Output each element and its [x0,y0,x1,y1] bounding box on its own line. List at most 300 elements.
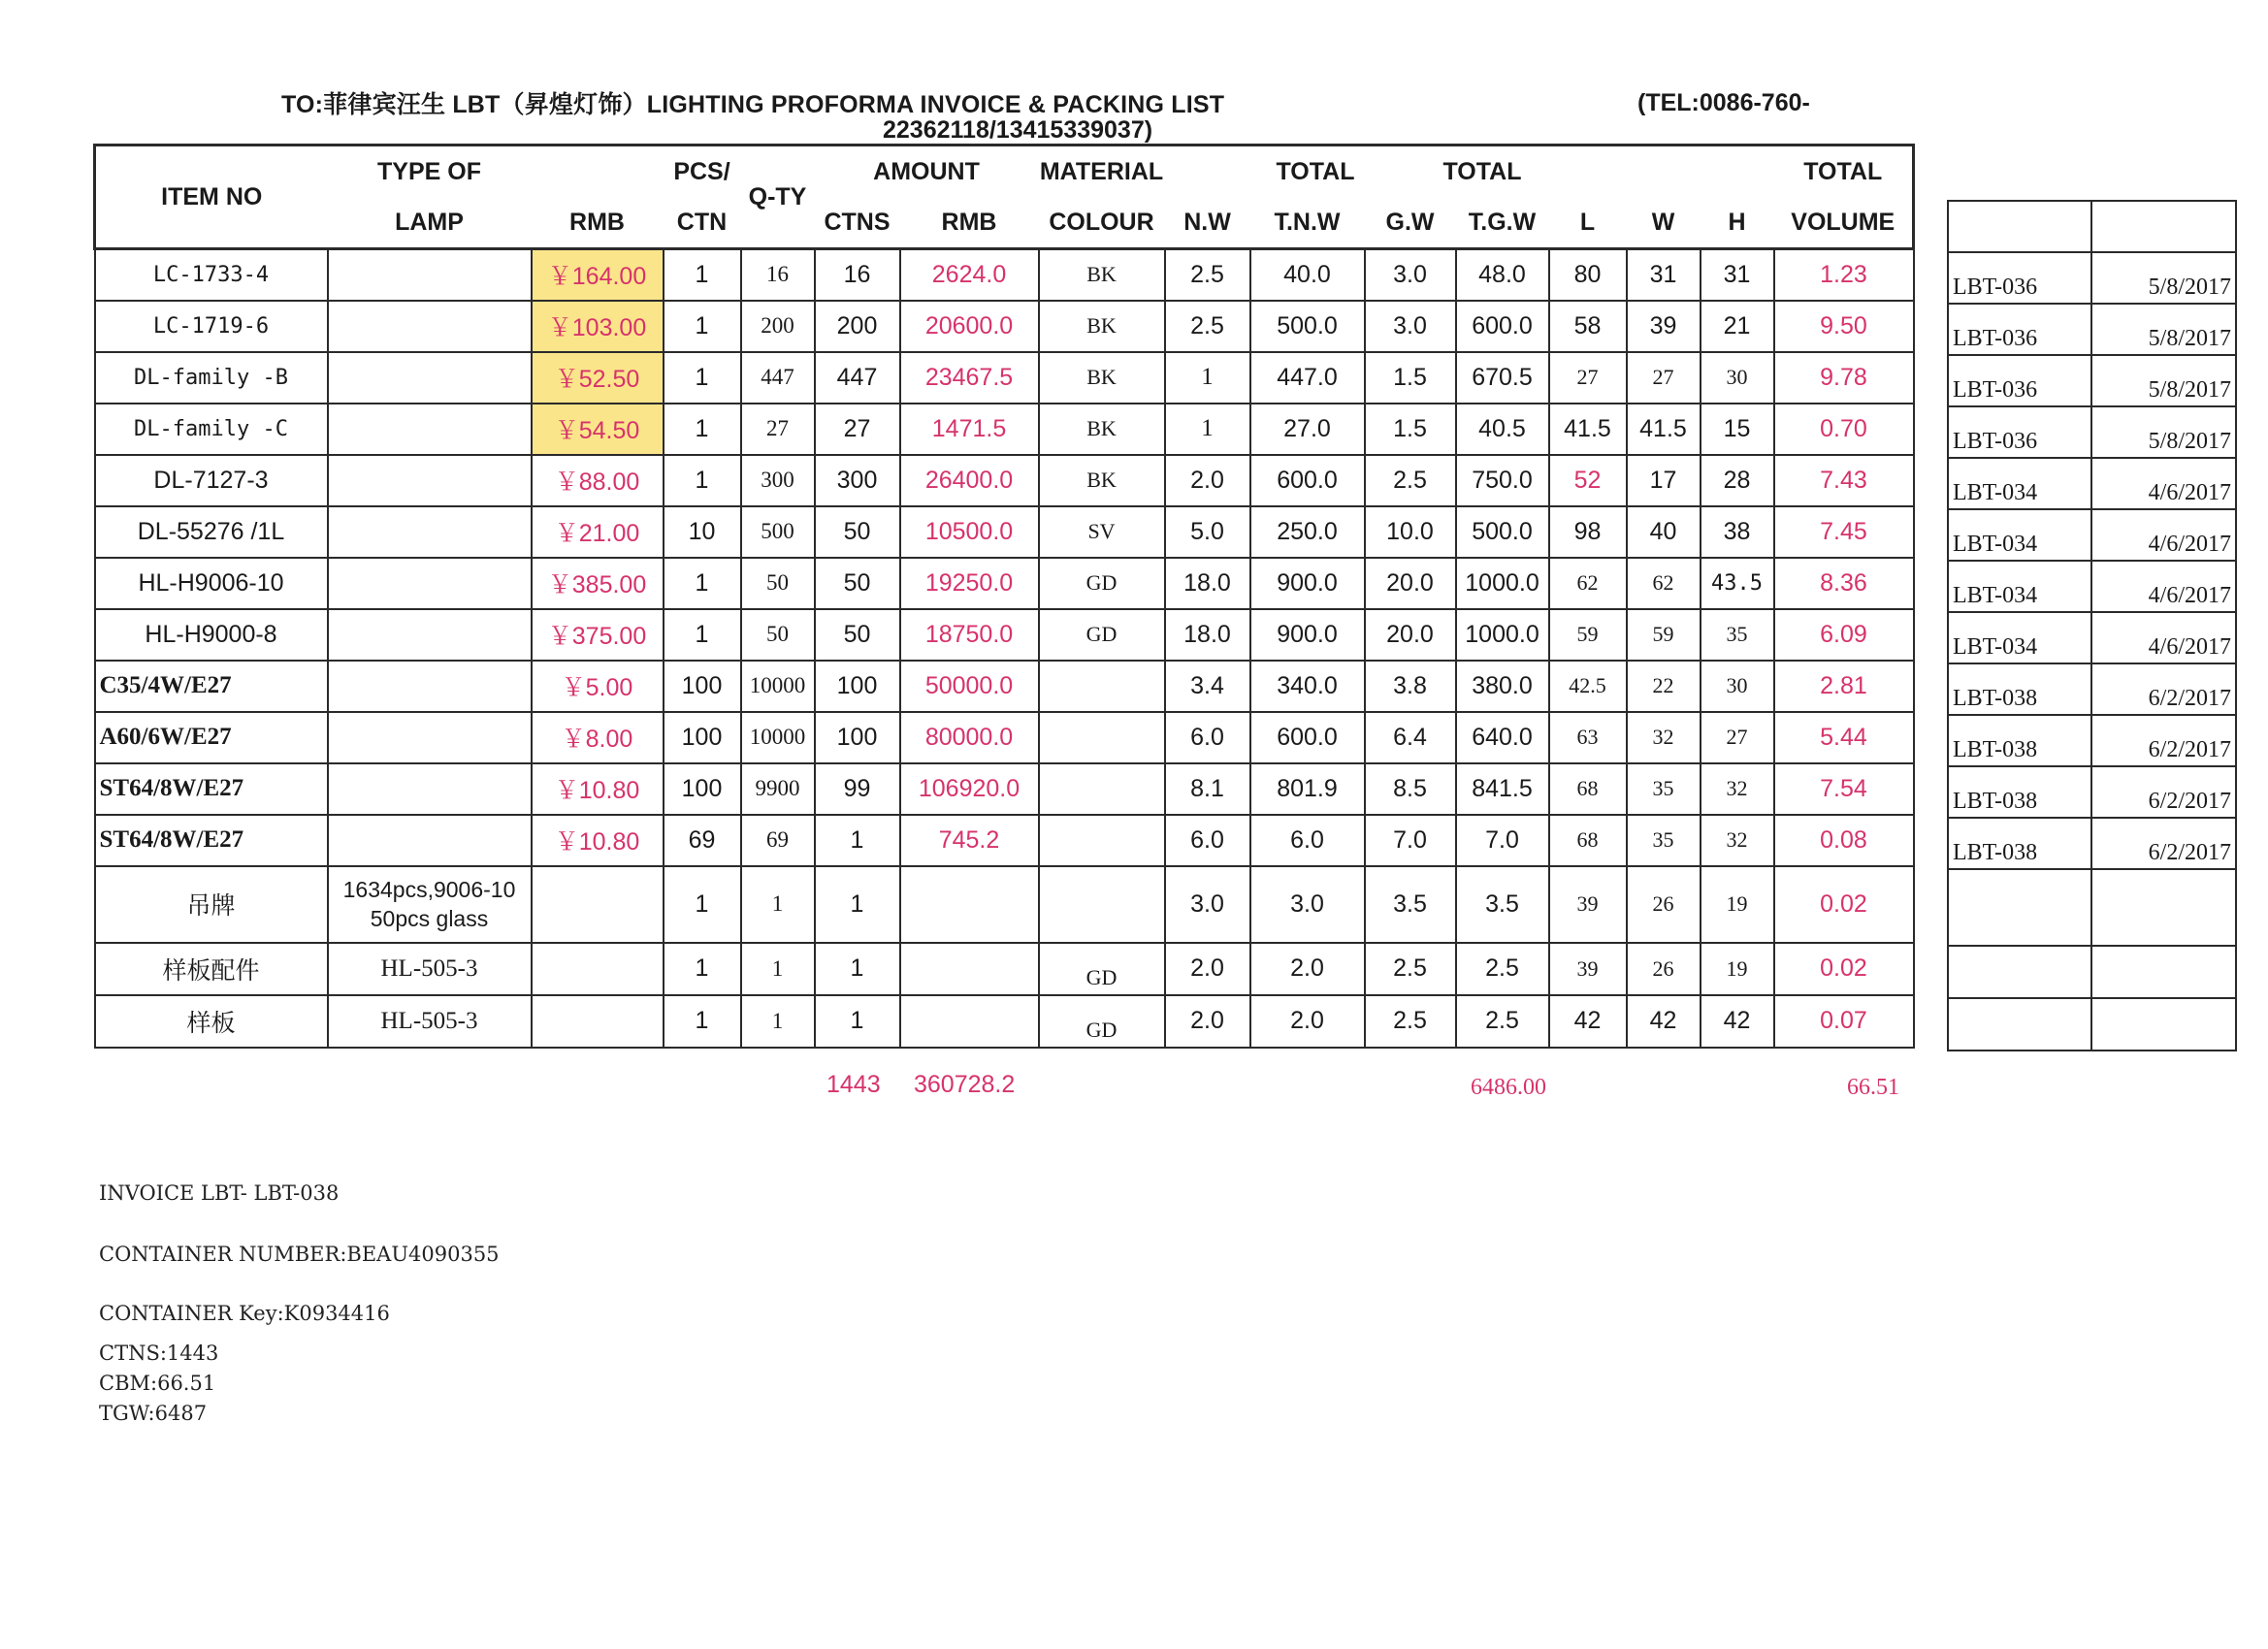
cell-type [328,712,532,763]
cell-gw: 8.5 [1365,763,1456,815]
cell-gw: 10.0 [1365,506,1456,558]
cell-pcs-per-ctn: 1 [664,866,741,943]
cell-quantity: 16 [741,249,815,301]
cell-invoice-date [2091,869,2236,946]
cell-type [328,558,532,609]
cell-width: 59 [1627,609,1701,661]
footer-container-key: CONTAINER Key:K0934416 [99,1302,390,1325]
total-volume: 66.51 [1847,1075,1899,1100]
cell-height: 35 [1701,609,1774,661]
col-ctn: CTN [676,208,728,236]
cell-length: 68 [1549,815,1627,866]
col-tgw: T.G.W [1468,208,1537,236]
cell-ctns: 50 [815,506,900,558]
cell-length: 27 [1549,352,1627,404]
cell-colour: BK [1039,249,1165,301]
cell-gw: 3.0 [1365,249,1456,301]
cell-colour [1039,712,1165,763]
cell-pcs-per-ctn: 1 [664,249,741,301]
cell-unit-price: ￥10.80 [532,815,664,866]
cell-tnw: 27.0 [1250,404,1365,455]
cell-volume: 5.44 [1774,712,1914,763]
cell-width: 35 [1627,763,1701,815]
col-h: H [1728,208,1746,236]
cell-quantity: 447 [741,352,815,404]
cell-volume: 1.23 [1774,249,1914,301]
cell-unit-price: ￥5.00 [532,661,664,712]
cell-type [328,455,532,506]
cell-amount: 18750.0 [900,609,1039,661]
cell-tnw: 6.0 [1250,815,1365,866]
cell-tgw: 841.5 [1456,763,1549,815]
cell-pcs-per-ctn: 1 [664,455,741,506]
cell-volume: 0.08 [1774,815,1914,866]
cell-unit-price: ￥385.00 [532,558,664,609]
cell-colour [1039,763,1165,815]
cell-length: 52 [1549,455,1627,506]
cell-length: 98 [1549,506,1627,558]
cell-volume: 7.43 [1774,455,1914,506]
cell-quantity: 10000 [741,661,815,712]
cell-ctns: 99 [815,763,900,815]
cell-colour [1039,815,1165,866]
cell-gw: 20.0 [1365,609,1456,661]
cell-tgw: 1000.0 [1456,558,1549,609]
cell-quantity: 500 [741,506,815,558]
cell-volume: 0.07 [1774,995,1914,1048]
cell-quantity: 200 [741,301,815,352]
table-row [95,301,1914,352]
total-ctns: 1443 [826,1071,881,1098]
cell-invoice-ref: LBT-038 [1948,818,2091,869]
cell-nw: 2.5 [1165,301,1250,352]
cell-amount: 106920.0 [900,763,1039,815]
cell-length: 62 [1549,558,1627,609]
cell-invoice-date [2091,998,2236,1051]
table-row [95,249,1914,301]
cell-height: 31 [1701,249,1774,301]
cell-amount: 10500.0 [900,506,1039,558]
cell-tnw: 900.0 [1250,609,1365,661]
cell-tnw: 40.0 [1250,249,1365,301]
cell-unit-price: ￥54.50 [532,404,664,455]
col-lamp: LAMP [395,208,464,236]
cell-item-no: A60/6W/E27 [95,712,328,763]
cell-pcs-per-ctn: 1 [664,558,741,609]
invoice-date-table [1947,200,2237,1051]
cell-width: 42 [1627,995,1701,1048]
cell-quantity: 27 [741,404,815,455]
cell-invoice-date: 5/8/2017 [2091,406,2236,458]
cell-unit-price: ￥375.00 [532,609,664,661]
cell-width: 26 [1627,866,1701,943]
cell-nw: 3.4 [1165,661,1250,712]
cell-colour [1039,661,1165,712]
cell-item-no: LC-1719-6 [95,301,328,352]
cell-amount [900,943,1039,995]
cell-type [328,609,532,661]
cell-item-no: HL-H9000-8 [95,609,328,661]
cell-height: 30 [1701,352,1774,404]
cell-nw: 18.0 [1165,558,1250,609]
cell-volume: 0.02 [1774,866,1914,943]
cell-item-no: HL-H9006-10 [95,558,328,609]
col-l: L [1579,208,1596,236]
cell-invoice-ref: LBT-034 [1948,458,2091,509]
table-header [95,146,1914,249]
cell-invoice-ref: LBT-036 [1948,252,2091,304]
table-row [95,352,1914,404]
cell-invoice-ref [1948,869,2091,946]
cell-nw: 6.0 [1165,815,1250,866]
cell-gw: 3.0 [1365,301,1456,352]
cell-invoice-date: 4/6/2017 [2091,561,2236,612]
cell-type [328,249,532,301]
total-amount: 360728.2 [914,1071,1016,1098]
cell-volume: 7.45 [1774,506,1914,558]
cell-invoice-ref: LBT-038 [1948,663,2091,715]
cell-tgw: 7.0 [1456,815,1549,866]
cell-invoice-date: 4/6/2017 [2091,612,2236,663]
col-w: W [1651,208,1675,236]
cell-volume: 7.54 [1774,763,1914,815]
col-gw: G.W [1385,208,1435,236]
cell-quantity: 50 [741,609,815,661]
cell-tgw: 600.0 [1456,301,1549,352]
cell-width: 22 [1627,661,1701,712]
cell-item-no: DL-7127-3 [95,455,328,506]
col-nw: N.W [1183,208,1231,236]
cell-item-no: ST64/8W/E27 [95,815,328,866]
cell-volume: 8.36 [1774,558,1914,609]
cell-amount: 80000.0 [900,712,1039,763]
cell-quantity: 9900 [741,763,815,815]
cell-invoice-ref: LBT-036 [1948,304,2091,355]
cell-amount [900,995,1039,1048]
cell-quantity: 50 [741,558,815,609]
cell-nw: 2.0 [1165,995,1250,1048]
cell-unit-price [532,995,664,1048]
cell-width: 62 [1627,558,1701,609]
cell-nw: 8.1 [1165,763,1250,815]
cell-amount: 1471.5 [900,404,1039,455]
cell-colour: BK [1039,455,1165,506]
cell-item-no: LC-1733-4 [95,249,328,301]
cell-item-no: 样板 [95,995,328,1048]
table-row [95,866,1914,943]
cell-amount [900,866,1039,943]
cell-height: 32 [1701,763,1774,815]
cell-nw: 2.0 [1165,455,1250,506]
col-total-2: TOTAL [1442,157,1522,185]
cell-unit-price: ￥10.80 [532,763,664,815]
cell-gw: 1.5 [1365,352,1456,404]
cell-unit-price: ￥8.00 [532,712,664,763]
cell-ctns: 50 [815,558,900,609]
cell-length: 42.5 [1549,661,1627,712]
telephone-continued: 22362118/13415339037) [883,116,1153,144]
cell-width: 27 [1627,352,1701,404]
cell-invoice-date: 6/2/2017 [2091,663,2236,715]
cell-quantity: 1 [741,943,815,995]
cell-nw: 1 [1165,352,1250,404]
col-type-of: TYPE OF [377,157,481,185]
cell-invoice-date: 5/8/2017 [2091,252,2236,304]
cell-pcs-per-ctn: 1 [664,301,741,352]
table-row [95,995,1914,1048]
cell-amount: 2624.0 [900,249,1039,301]
cell-tnw: 801.9 [1250,763,1365,815]
col-amount-rmb: RMB [941,208,997,236]
cell-invoice-date: 4/6/2017 [2091,509,2236,561]
cell-height: 15 [1701,404,1774,455]
cell-type [328,506,532,558]
col-rmb: RMB [569,208,625,236]
table-row [95,506,1914,558]
cell-colour: BK [1039,301,1165,352]
table-row [95,404,1914,455]
cell-amount: 19250.0 [900,558,1039,609]
cell-colour: BK [1039,404,1165,455]
col-item-no: ITEM NO [161,182,263,210]
cell-tnw: 600.0 [1250,455,1365,506]
cell-gw: 3.8 [1365,661,1456,712]
cell-type: HL-505-3 [328,995,532,1048]
cell-length: 39 [1549,943,1627,995]
cell-height: 27 [1701,712,1774,763]
cell-ctns: 1 [815,866,900,943]
cell-type: HL-505-3 [328,943,532,995]
cell-invoice-ref: LBT-038 [1948,715,2091,766]
cell-item-no: C35/4W/E27 [95,661,328,712]
cell-nw: 18.0 [1165,609,1250,661]
cell-invoice-date: 5/8/2017 [2091,355,2236,406]
col-ctns: CTNS [824,208,891,236]
table-body [95,249,1914,1048]
cell-invoice-ref: LBT-034 [1948,612,2091,663]
table-row [95,943,1914,995]
cell-pcs-per-ctn: 100 [664,763,741,815]
cell-type [328,661,532,712]
col-total-1: TOTAL [1276,157,1355,185]
cell-nw: 1 [1165,404,1250,455]
cell-length: 42 [1549,995,1627,1048]
document-title: TO:菲律宾汪生 LBT（昇煌灯饰）LIGHTING PROFORMA INVOICE & PACKING LIST [281,91,1225,118]
cell-tnw: 2.0 [1250,995,1365,1048]
cell-tgw: 2.5 [1456,995,1549,1048]
cell-tgw: 1000.0 [1456,609,1549,661]
cell-unit-price: ￥164.00 [532,249,664,301]
cell-item-no: 样板配件 [95,943,328,995]
cell-length: 80 [1549,249,1627,301]
cell-type [328,763,532,815]
cell-item-no: DL-family -B [95,352,328,404]
cell-width: 35 [1627,815,1701,866]
cell-length: 59 [1549,609,1627,661]
cell-height: 19 [1701,866,1774,943]
cell-nw: 6.0 [1165,712,1250,763]
cell-type [328,404,532,455]
cell-tgw: 40.5 [1456,404,1549,455]
table-row [95,661,1914,712]
cell-volume: 2.81 [1774,661,1914,712]
cell-tgw: 380.0 [1456,661,1549,712]
cell-invoice-date: 4/6/2017 [2091,458,2236,509]
cell-length: 63 [1549,712,1627,763]
telephone: (TEL:0086-760- [1637,89,1810,116]
cell-amount: 20600.0 [900,301,1039,352]
side-table-header [1948,201,2236,252]
cell-type: 1634pcs,9006-10 50pcs glass [328,866,532,943]
cell-item-no: DL-55276 /1L [95,506,328,558]
col-material: MATERIAL [1039,157,1164,185]
cell-item-no: 吊牌 [95,866,328,943]
cell-quantity: 300 [741,455,815,506]
cell-unit-price: ￥21.00 [532,506,664,558]
cell-ctns: 100 [815,712,900,763]
col-amount: AMOUNT [873,157,980,185]
cell-tgw: 2.5 [1456,943,1549,995]
total-tgw: 6486.00 [1471,1075,1546,1100]
cell-tnw: 600.0 [1250,712,1365,763]
cell-invoice-ref: LBT-034 [1948,561,2091,612]
cell-nw: 5.0 [1165,506,1250,558]
cell-ctns: 16 [815,249,900,301]
table-row [95,558,1914,609]
cell-tgw: 640.0 [1456,712,1549,763]
cell-gw: 1.5 [1365,404,1456,455]
cell-height: 43.5 [1701,558,1774,609]
cell-colour: GD [1039,609,1165,661]
cell-item-no: DL-family -C [95,404,328,455]
footer-cbm: CBM:66.51 [99,1372,216,1395]
footer-tgw: TGW:6487 [99,1402,208,1425]
cell-colour: GD [1039,943,1165,995]
cell-amount: 50000.0 [900,661,1039,712]
cell-colour: BK [1039,352,1165,404]
cell-ctns: 1 [815,943,900,995]
col-pcs: PCS/ [673,157,730,185]
cell-colour: SV [1039,506,1165,558]
cell-pcs-per-ctn: 10 [664,506,741,558]
cell-pcs-per-ctn: 100 [664,712,741,763]
cell-invoice-date: 6/2/2017 [2091,818,2236,869]
cell-gw: 6.4 [1365,712,1456,763]
cell-width: 17 [1627,455,1701,506]
cell-height: 28 [1701,455,1774,506]
cell-invoice-ref [1948,946,2091,998]
cell-pcs-per-ctn: 100 [664,661,741,712]
cell-amount: 23467.5 [900,352,1039,404]
cell-ctns: 1 [815,815,900,866]
cell-width: 26 [1627,943,1701,995]
footer-ctns: CTNS:1443 [99,1342,219,1365]
cell-quantity: 69 [741,815,815,866]
cell-length: 68 [1549,763,1627,815]
cell-pcs-per-ctn: 1 [664,609,741,661]
cell-amount: 26400.0 [900,455,1039,506]
cell-invoice-ref: LBT-036 [1948,406,2091,458]
cell-tgw: 48.0 [1456,249,1549,301]
cell-invoice-ref [1948,998,2091,1051]
col-tnw: T.N.W [1274,208,1341,236]
cell-tnw: 500.0 [1250,301,1365,352]
cell-volume: 6.09 [1774,609,1914,661]
cell-pcs-per-ctn: 1 [664,352,741,404]
cell-colour: GD [1039,558,1165,609]
col-volume: VOLUME [1791,208,1895,236]
table-row [95,763,1914,815]
cell-volume: 0.02 [1774,943,1914,995]
cell-width: 39 [1627,301,1701,352]
cell-volume: 0.70 [1774,404,1914,455]
cell-ctns: 200 [815,301,900,352]
cell-tgw: 750.0 [1456,455,1549,506]
invoice-table [93,144,1915,1049]
cell-gw: 2.5 [1365,455,1456,506]
cell-quantity: 10000 [741,712,815,763]
cell-invoice-ref: LBT-034 [1948,509,2091,561]
cell-volume: 9.50 [1774,301,1914,352]
cell-length: 58 [1549,301,1627,352]
cell-gw: 7.0 [1365,815,1456,866]
cell-pcs-per-ctn: 1 [664,995,741,1048]
cell-nw: 2.5 [1165,249,1250,301]
table-row [95,609,1914,661]
col-qty: Q-TY [748,182,807,210]
cell-height: 30 [1701,661,1774,712]
cell-tnw: 340.0 [1250,661,1365,712]
cell-ctns: 1 [815,995,900,1048]
cell-width: 40 [1627,506,1701,558]
cell-nw: 2.0 [1165,943,1250,995]
cell-invoice-ref: LBT-036 [1948,355,2091,406]
footer-container-number: CONTAINER NUMBER:BEAU4090355 [99,1243,500,1266]
col-total-3: TOTAL [1803,157,1883,185]
cell-unit-price: ￥103.00 [532,301,664,352]
cell-tnw: 250.0 [1250,506,1365,558]
cell-unit-price [532,943,664,995]
cell-colour [1039,866,1165,943]
cell-invoice-ref: LBT-038 [1948,766,2091,818]
cell-pcs-per-ctn: 1 [664,943,741,995]
cell-quantity: 1 [741,995,815,1048]
cell-length: 39 [1549,866,1627,943]
cell-tnw: 3.0 [1250,866,1365,943]
cell-pcs-per-ctn: 69 [664,815,741,866]
footer-invoice: INVOICE LBT- LBT-038 [99,1181,340,1205]
cell-volume: 9.78 [1774,352,1914,404]
cell-amount: 745.2 [900,815,1039,866]
cell-invoice-date: 5/8/2017 [2091,304,2236,355]
cell-unit-price: ￥88.00 [532,455,664,506]
cell-ctns: 27 [815,404,900,455]
cell-width: 32 [1627,712,1701,763]
cell-unit-price: ￥52.50 [532,352,664,404]
cell-invoice-date: 6/2/2017 [2091,715,2236,766]
cell-tgw: 500.0 [1456,506,1549,558]
cell-invoice-date: 6/2/2017 [2091,766,2236,818]
cell-item-no: ST64/8W/E27 [95,763,328,815]
cell-type [328,352,532,404]
cell-tgw: 3.5 [1456,866,1549,943]
cell-gw: 3.5 [1365,866,1456,943]
cell-tnw: 2.0 [1250,943,1365,995]
cell-nw: 3.0 [1165,866,1250,943]
cell-gw: 2.5 [1365,995,1456,1048]
cell-height: 21 [1701,301,1774,352]
cell-ctns: 300 [815,455,900,506]
